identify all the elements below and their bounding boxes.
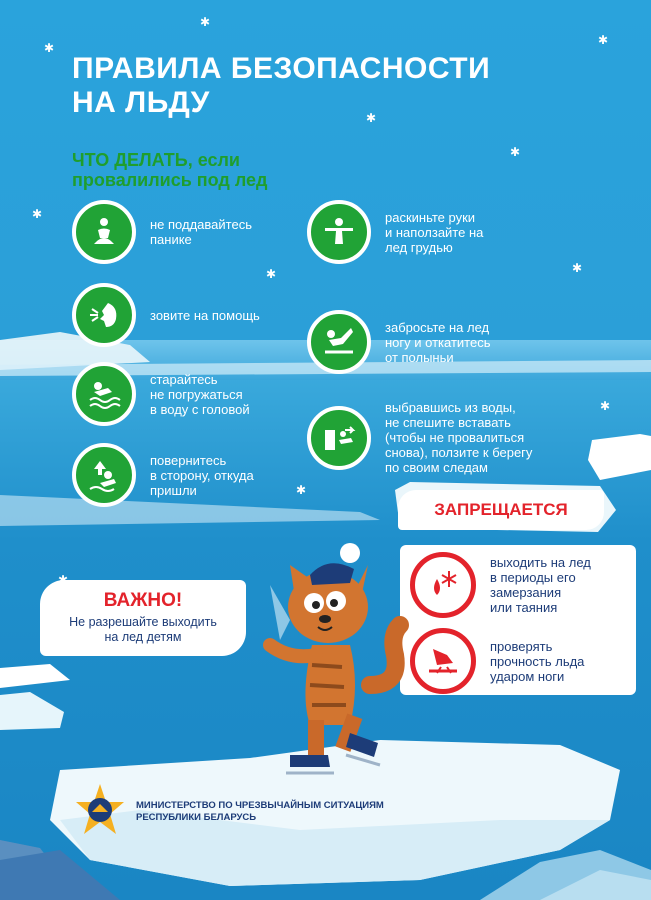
step-text: не поддавайтесь панике [150,217,252,247]
shouting-person-icon [72,283,136,347]
step-text: зовите на помощь [150,307,260,323]
snowflake-icon: ✱ [200,15,211,29]
step-crawl-shore [307,400,532,475]
forbidden-text: выходить на лед в периоды его замерзания или таяния [490,555,591,615]
snowflake-icon: ✱ [44,41,55,55]
snowflake-icon: ✱ [296,483,307,497]
title-line-1: ПРАВИЛА БЕЗОПАСНОСТИ [72,52,491,85]
forbidden-banner: ЗАПРЕЩАЕТСЯ [398,490,604,530]
meditating-person-icon [72,200,136,264]
spread-arms-icon [307,200,371,264]
swimming-person-icon [72,362,136,426]
step-text: выбравшись из воды, не спешите вставать (чтобы не провалиться снова), ползите к берегу по своим следам [385,400,533,475]
snowflake-icon: ✱ [598,33,609,47]
turn-back-arrow-icon [72,443,136,507]
poster-title [72,52,490,120]
snowflake-icon: ✱ [572,261,583,275]
step-roll-away [307,310,490,374]
step-text: забросьте на лед ногу и откатитесь от полыньи [385,319,491,365]
step-spread-arms [307,200,483,264]
step-turn-back [72,443,254,507]
ministry-name: МИНИСТЕРСТВО ПО ЧРЕЗВЫЧАЙНЫМ СИТУАЦИЯМ РЕСПУБЛИКИ БЕЛАРУСЬ [136,800,384,823]
step-text: старайтесь не погружаться в воду с головой [150,371,250,417]
crawl-to-shore-icon [307,406,371,470]
section-subtitle [72,150,267,190]
snowflake-icon: ✱ [600,399,611,413]
snowflake-icon: ✱ [366,111,377,125]
step-call-help [72,283,260,347]
snowflake-icon: ✱ [266,267,277,281]
step-text: повернитесь в сторону, откуда пришли [150,452,254,498]
step-keep-head [72,362,250,426]
roll-away-icon [307,310,371,374]
snowflake-icon: ✱ [510,145,521,159]
cat-mascot [250,535,450,785]
important-text: Не разрешайте выходить на лед детям [69,615,217,644]
important-callout [40,580,246,656]
step-text: раскиньте руки и наползайте на лед грудью [385,209,484,255]
subtitle-line-2: провалились под лед [72,170,268,190]
ministry-emblem-icon [72,782,128,838]
subtitle-line-1: ЧТО ДЕЛАТЬ, если [72,150,240,170]
important-title: ВАЖНО! [103,590,183,611]
forbidden-text: проверять прочность льда ударом ноги [490,638,585,684]
snowflake-icon: ✱ [32,207,43,221]
step-no-panic [72,200,252,264]
title-line-2: НА ЛЬДУ [72,86,210,119]
